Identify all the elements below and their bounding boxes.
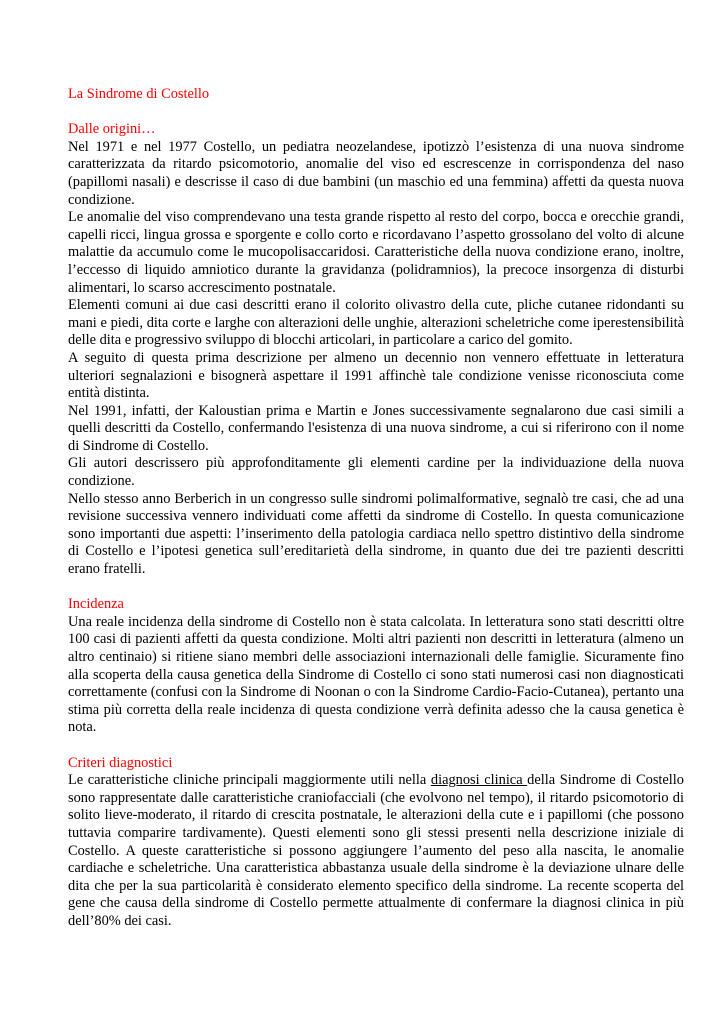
document-title: La Sindrome di Costello	[68, 86, 210, 102]
section-incidenza	[68, 596, 684, 737]
paragraph: Nel 1991, infatti, der Kaloustian prima e Martin e Jones successivamente segnalarono due casi simili a quelli descritti da Costello, confermando l'esistenza di una nuova sindrome, a cui si riferirono con il nome di Sindrome di Costello.	[68, 402, 684, 454]
underlined-term: diagnosi clinica	[430, 772, 528, 789]
section-criteri-diagnostici	[68, 755, 684, 931]
paragraph: Nello stesso anno Berberich in un congresso sulle sindromi polimalformative, segnalò tre casi, che ad una revisione successiva vennero individuati come affetti da sindrome di Costello. In questa comunicazione sono importanti due aspetti: l’inserimento della patologia cardiaca nello spettro distintivo della sindrome di Costello e l’ipotesi genetica sull’ereditarietà della sindrome, in quanto due dei tre pazienti descritti erano fratelli.	[68, 490, 684, 578]
paragraph	[68, 772, 684, 930]
paragraph-text: Le caratteristiche cliniche principali maggiormente utili nella	[68, 772, 431, 789]
section-origini	[68, 121, 684, 578]
section-heading-origini: Dalle origini…	[68, 121, 156, 138]
paragraph: Una reale incidenza della sindrome di Costello non è stata calcolata. In letteratura sono stati descritti oltre 100 casi di pazienti affetti da questa condizione. Molti altri pazienti non descritti in letteratura (almeno un altro centinaio) si ritiene siano membri delle associazioni internazionali delle famiglie. Sicuramente fino alla scoperta della causa genetica della Sindrome di Costello ci sono stati numerosi casi non diagnosticati correttamente (confusi con la Sindrome di Noonan o con la Sindrome Cardio-Facio-Cutanea), pertanto una stima più corretta della reale incidenza di questa condizione verrà definita adesso che la causa genetica è nota.	[68, 613, 684, 736]
paragraph: Gli autori descrissero più approfonditamente gli elementi cardine per la individuazione della nuova condizione.	[68, 455, 684, 490]
paragraph: Le anomalie del viso comprendevano una testa grande rispetto al resto del corpo, bocca e orecchie grandi, capelli ricci, lingua grossa e sporgente e collo corto e ricordavano l’aspetto grossolano del volto di alcune malattie da accumulo come le mucopolisaccaridosi. Caratteristiche della nuova condizione erano, inoltre, l’eccesso di liquido amniotico durante la gravidanza (polidramnios), la precoce insorgenza di disturbi alimentari, lo scarso accrescimento postnatale.	[68, 209, 684, 296]
section-heading-criteri: Criteri diagnostici	[68, 754, 173, 771]
paragraph: Nel 1971 e nel 1977 Costello, un pediatra neozelandese, ipotizzò l’esistenza di una nuova sindrome caratterizzata da ritardo psicomotorio, anomalie del viso ed escrescenze in corrispondenza del naso (papillomi nasali) e descrisse il caso di due bambini (un maschio ed una femmina) affetti da questa nuova condizione.	[68, 138, 684, 208]
paragraph-text: della Sindrome di Costello sono rappresentate dalle caratteristiche craniofacciali (che evolvono nel tempo), il ritardo psicomotorio di solito lieve-moderato, il ritardo di crescita postnatale, le alterazioni della cute e i papillomi (che possono tuttavia comparire tardivamente). Questi elementi sono gli stessi presenti nella descrizione iniziale di Costello. A queste caratteristiche si possono aggiungere l’aumento del peso alla nascita, le anomalie cardiache e scheletriche. Una caratteristica abbastanza usuale della sindrome è la deviazione ulnare delle dita che per la sua particolarità è considerato elemento specifico della sindrome. La recente scoperta del gene che causa della sindrome di Costello permette attualmente di confermare la diagnosi clinica in più dell’80% dei casi.	[68, 772, 684, 929]
paragraph: A seguito di questa prima descrizione per almeno un decennio non vennero effettuate in letteratura ulteriori segnalazioni e bisognerà aspettare il 1991 affinchè tale condizione venisse riconosciuta come entità distinta.	[68, 349, 684, 402]
paragraph: Elementi comuni ai due casi descritti erano il colorito olivastro della cute, pliche cutanee ridondanti su mani e piedi, dita corte e larghe con alterazioni delle unghie, alterazioni scheletriche come iperestensibilità delle dita e progressivo sviluppo di blocchi articolari, in particolare a carico del gomito.	[68, 297, 684, 349]
section-heading-incidenza: Incidenza	[68, 596, 124, 613]
document-page	[68, 86, 684, 931]
